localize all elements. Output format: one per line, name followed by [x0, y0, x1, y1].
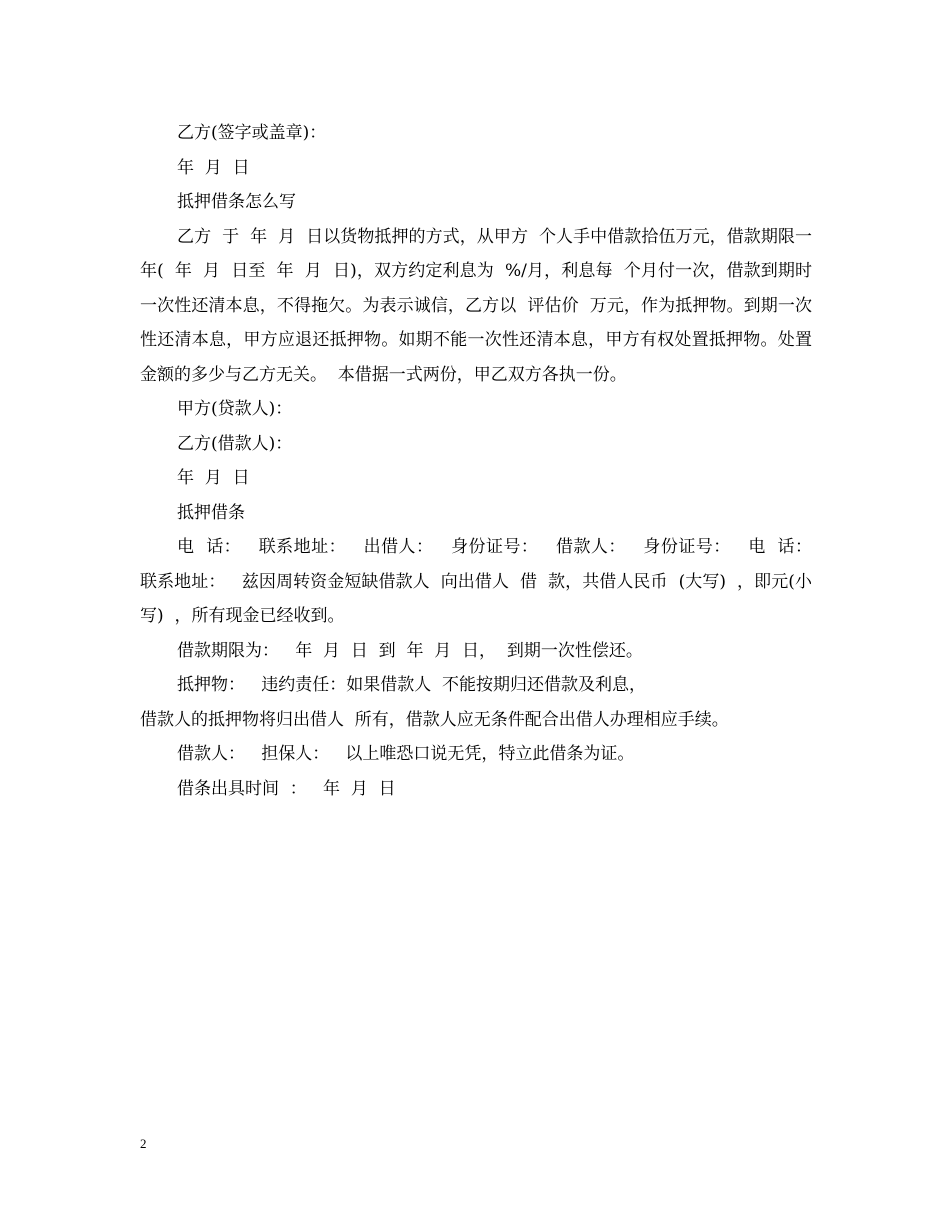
loan-term-line: 借款期限为： 年 月 日 到 年 月 日， 到期一次性偿还。	[177, 640, 643, 661]
loan-agreement-body: 乙方 于 年 月 日以货物抵押的方式，从甲方 个人手中借款拾伍万元，借款期限一年( 年 月 日至 年 月 日)，双方约定利息为 %/月，利息每 个月付一次，借款到期时一次性还清本息，不得拖欠。为表示诚信，乙方以 评估价 万元，作为抵押物。到期一次性还清本息，甲方应退还抵押物。如期不能一次性还清本息，甲方有权处置抵押物。处置金额的多少与乙方无关。 本借据一式两份，甲乙双方各执一份。	[140, 226, 812, 385]
collateral-transfer-line: 借款人的抵押物将归出借人 所有，借款人应无条件配合出借人办理相应手续。	[140, 709, 729, 730]
issue-date-line: 借条出具时间 ： 年 月 日	[177, 778, 396, 799]
page-number: 2	[140, 1136, 147, 1151]
document-body	[140, 116, 829, 806]
date-line: 年 月 日	[177, 157, 250, 178]
borrower-guarantor-line: 借款人： 担保人： 以上唯恐口说无凭，特立此借条为证。	[177, 744, 635, 764]
lender-line: 甲方(贷款人)：	[177, 399, 293, 419]
signature-line-party-b: 乙方(签字或盖章)：	[177, 123, 327, 143]
collateral-liability-line: 抵押物： 违约责任：如果借款人 不能按期归还借款及利息，	[177, 675, 647, 695]
section-heading-mortgage-iou: 抵押借条	[177, 502, 245, 523]
date-line: 年 月 日	[177, 468, 250, 488]
contact-and-amount-paragraph: 电 话： 联系地址： 出借人： 身份证号： 借款人： 身份证号： 电 话： 联系地址： 兹因周转资金短缺借款人 向出借人 借 款，共借人民币 (大写) ，即元(小写) ，所有现金已经收到。	[140, 537, 829, 626]
borrower-line: 乙方(借款人)：	[177, 433, 293, 454]
section-heading-how-to-write: 抵押借条怎么写	[177, 192, 296, 212]
